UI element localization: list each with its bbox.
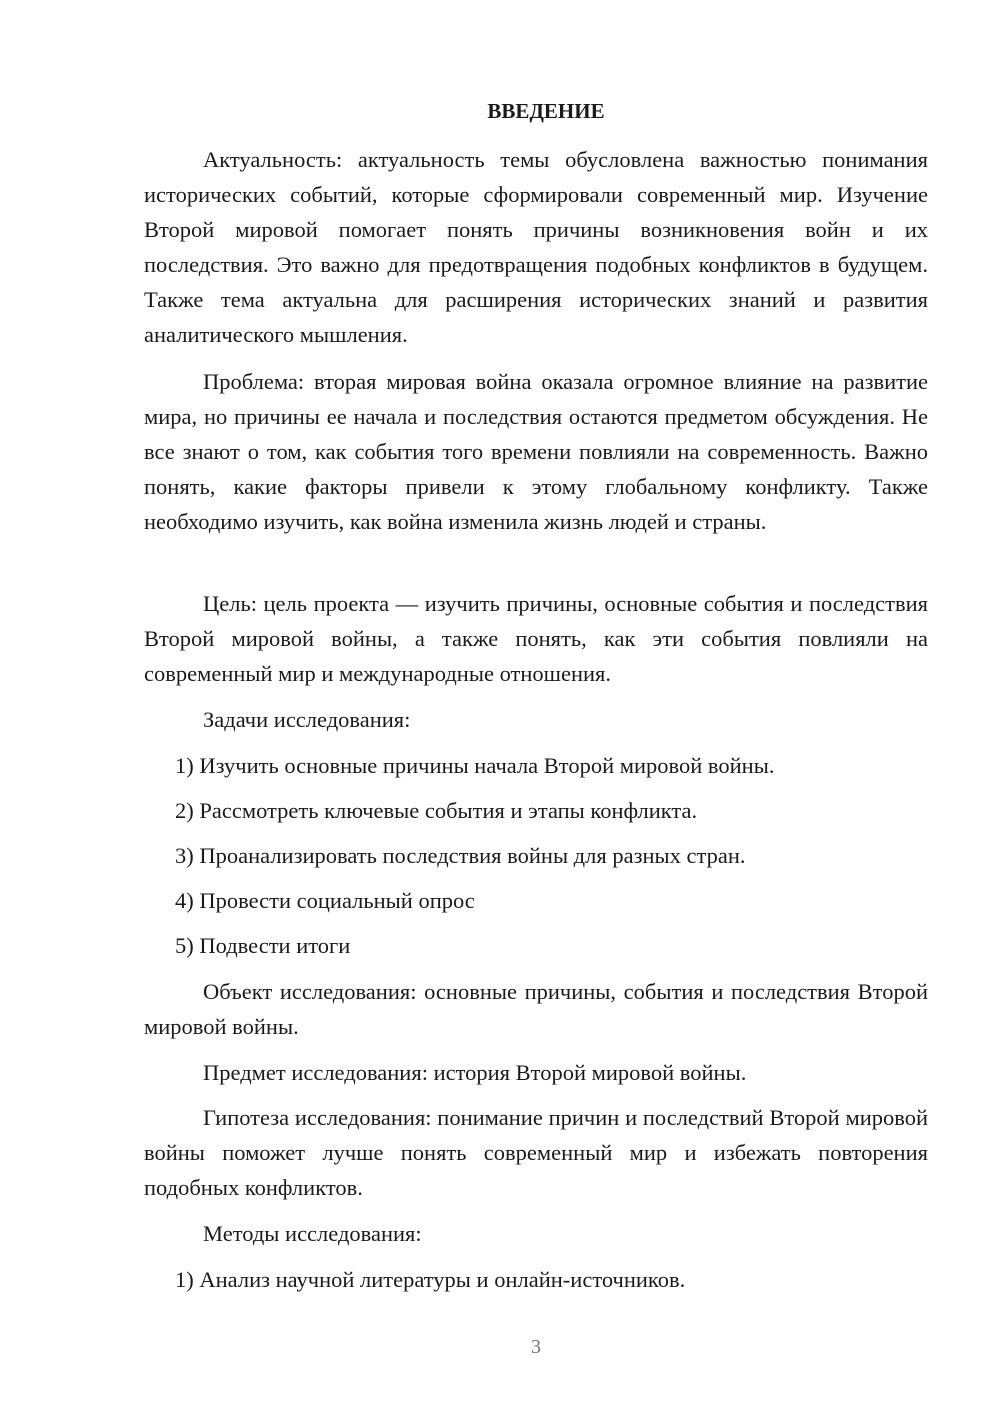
page-number: 3 xyxy=(531,1336,541,1358)
task-item: 2) Рассмотреть ключевые события и этапы конфликта. xyxy=(175,798,698,823)
goal-paragraph: Цель: цель проекта — изучить причины, основные события и последствия Второй мировой войны, а также понять, как эти события повлияли на современный мир и международные отношения. xyxy=(144,591,928,686)
object-paragraph: Объект исследования: основные причины, события и последствия Второй мировой войны. xyxy=(144,979,928,1039)
problem-paragraph: Проблема: вторая мировая война оказала огромное влияние на развитие мира, но причины ее начала и последствия остаются предметом обсуждения. Не все знают о том, как события того времени повлияли на современность. Важно понять, какие факторы привели к этому глобальному конфликту. Также необходимо изучить, как война изменила жизнь людей и страны. xyxy=(144,369,928,534)
method-item: 1) Анализ научной литературы и онлайн-источников. xyxy=(175,1267,686,1292)
task-item: 3) Проанализировать последствия войны для разных стран. xyxy=(175,843,746,868)
page-title: ВВЕДЕНИЕ xyxy=(487,99,605,123)
methods-heading: Методы исследования: xyxy=(203,1221,422,1246)
task-item: 4) Провести социальный опрос xyxy=(175,888,475,913)
tasks-heading: Задачи исследования: xyxy=(203,707,411,732)
task-item: 5) Подвести итоги xyxy=(175,933,351,958)
hypothesis-paragraph: Гипотеза исследования: понимание причин и последствий Второй мировой войны поможет лучше понять современный мир и избежать повторения подобных конфликтов. xyxy=(144,1105,928,1200)
task-item: 1) Изучить основные причины начала Второй мировой войны. xyxy=(175,753,775,778)
relevance-paragraph: Актуальность: актуальность темы обусловлена важностью понимания исторических событий, которые сформировали современный мир. Изучение Второй мировой помогает понять причины возникновения войн и их последствия. Это важно для предотвращения подобных конфликтов в будущем. Также тема актуальна для расширения исторических знаний и развития аналитического мышления. xyxy=(144,147,928,347)
subject-paragraph: Предмет исследования: история Второй мировой войны. xyxy=(203,1060,747,1085)
